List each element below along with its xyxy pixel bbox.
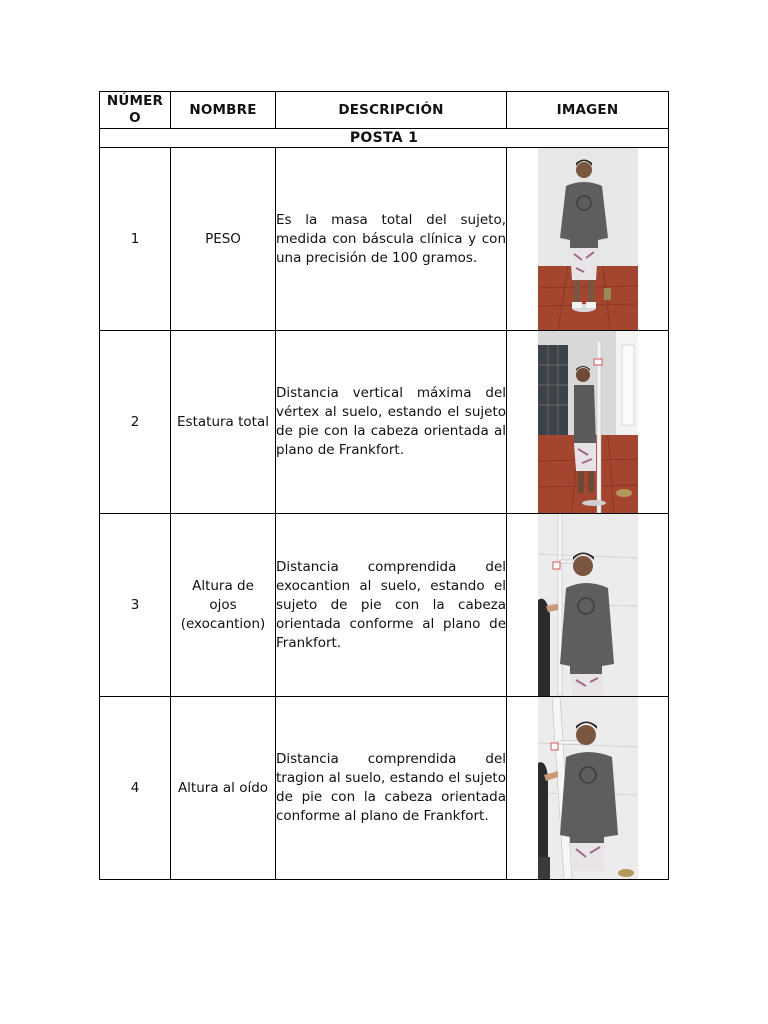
photo-subject-standing-scale [538,148,638,330]
row-number: 4 [100,697,171,880]
row-name-text: Altura de ojos (exocantion) [180,577,266,632]
table-row [100,148,669,331]
header-numero: NÚMER O [100,92,171,129]
row-number: 3 [100,514,171,697]
photo-subject-stadiometer [538,331,638,513]
header-imagen: IMAGEN [507,92,669,129]
section-title: POSTA 1 [100,129,669,148]
row-name-text: Estatura total [177,413,269,430]
row-image-cell [507,331,669,514]
row-name [171,148,276,331]
row-name-text: Altura al oído [177,779,269,796]
row-number: 2 [100,331,171,514]
section-row [100,129,669,148]
table-row [100,331,669,514]
header-descripcion: DESCRIPCIÓN [276,92,507,129]
row-image-cell [507,148,669,331]
row-description: Es la masa total del sujeto, medida con báscula clínica y con una precisión de 100 gramos. [276,148,507,331]
row-name [171,331,276,514]
table-row [100,697,669,880]
row-name-text: PESO [205,230,241,247]
header-row [100,92,669,129]
row-image-cell [507,514,669,697]
row-name [171,514,276,697]
row-description: Distancia vertical máxima del vértex al suelo, estando el sujeto de pie con la cabeza orientada al plano de Frankfort. [276,331,507,514]
anthropometry-table [99,91,669,880]
photo-eye-height-measure [538,514,638,696]
row-number: 1 [100,148,171,331]
row-name [171,697,276,880]
row-description: Distancia comprendida del exocantion al suelo, estando el sujeto de pie con la cabeza orientada conforme al plano de Frankfort. [276,514,507,697]
row-image-cell [507,697,669,880]
header-nombre: NOMBRE [171,92,276,129]
photo-ear-height-measure [538,697,638,879]
row-description: Distancia comprendida del tragion al suelo, estando el sujeto de pie con la cabeza orientada conforme al plano de Frankfort. [276,697,507,880]
table-row [100,514,669,697]
